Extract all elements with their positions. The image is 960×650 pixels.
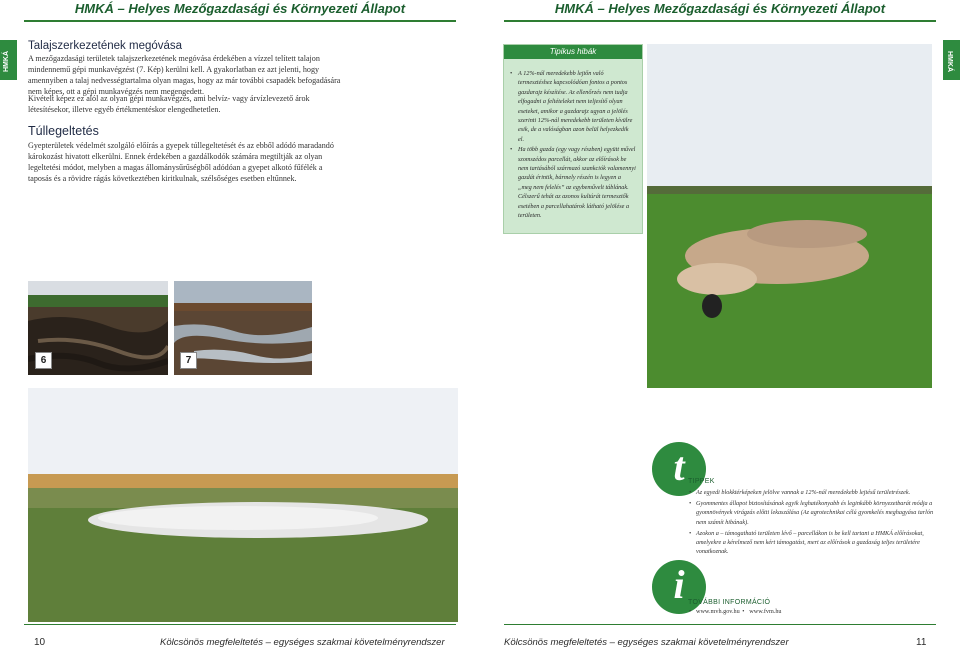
tip-item: • Az egyedi blokktérképeken jelölve vannak a 12%-nál meredekebb lejtésű területrészek. — [696, 488, 944, 497]
tip-item: • Azokon a – támogatható területen lévő – parcellákon is be kell tartani a HMKÁ előírásokat, amelyekre a kérelmező nem kért támogatást, mert az előírások a gazdaság teljes területére vonatkoznak. — [696, 529, 944, 557]
photo-sheep-flock-field — [28, 388, 458, 622]
right-page-number: 11 — [916, 637, 927, 648]
info-link[interactable]: • www.mvh.gov.hu — [696, 607, 740, 616]
left-page-number: 10 — [34, 637, 46, 648]
soil-paragraph-1: A mezőgazdasági területek talajszerkezetének megóvása érdekében a vízzel telített talajon mindennemű gépi munkavégzést (7. Kép) kerülni kell. A gyakorlatban ez azt jelenti, hogy amennyiben a talaj nedvességtartalma olyan magas, hogy az már további csapadék befogadására nem képes, ott a gépi munkavégzés nem megengedett. — [28, 54, 341, 96]
info-title: TOVÁBBI INFORMÁCIÓ — [688, 599, 771, 606]
right-header-rule — [504, 20, 936, 22]
left-footer-text: Kölcsönös megfeleltetés – egységes szakmai követelményrendszer — [160, 637, 445, 648]
typical-error-item: • Ha több gazda (egy vagy részben) együtt művel szomszédos parcellát, akkor az előírások be nem tartásából származó szankciók valamennyi gazdát érintik, bármely részén is legyen a „meg nem felelés” az egybeművelt táblának. Célszerű tehát az azonos kultúrát termesztők esetében a parcellahatárok látható jelölése a területen. — [518, 145, 636, 220]
typical-errors-box — [503, 44, 643, 234]
typical-error-item: • A 12%-nál meredekebb lejtőn való termesztéshez kapcsolódóan fontos a pontos gazdarajz készítése. Az ellenőrzés nem tudja elfogadni a feltételeket nem teljesítő olyan eseteket, amikor a gazdarajz ugyan a jelölés szerinti 12%-nál meredekebb területen kívülre esik, de a valóságban azon belül helyezkedik el. — [518, 69, 636, 144]
typical-errors-title: Tipikus hibák — [504, 45, 642, 59]
right-side-tab-label: HMKÁ — [946, 51, 953, 72]
right-page-header: HMKÁ – Helyes Mezőgazdasági és Környezeti Állapot — [554, 1, 886, 16]
tip-item: • Gyommentes állapot biztosításának egyik leghatékonyabb és leginkább környezetbarát módja a gyomnövények virágzás előtti lekaszálása (Az agrotechnikai célú gyomkelés meghagyása tarlón nem számít hibának). — [696, 499, 944, 527]
info-links — [688, 607, 936, 618]
left-header-rule — [24, 20, 456, 22]
overgrazing-paragraph: Gyepterületek védelmét szolgáló előírás a gyepek túllegeltetését és az ebből adódó maradandó károkozást hivatott elkerülni. Ennek érdekében a gazdálkodók számára megtiltják az olyan legeltetési módot, melyben a magas állománysűrűségből adódóan a gyepet alkotó fűfélék a taposás és a rövidre rágás következtében kiritkulnak, szélsőséges esetben eltűnnek. — [28, 141, 334, 183]
tips-title: TIPPEK — [688, 478, 715, 485]
left-page-header: HMKÁ – Helyes Mezőgazdasági és Környezeti Állapot — [74, 1, 406, 16]
photo-7-badge: 7 — [180, 352, 197, 369]
typical-errors-list — [504, 69, 642, 221]
section-title-soil: Talajszerkezetének megóvása — [28, 40, 183, 52]
info-link[interactable]: • www.fvm.hu — [749, 607, 781, 616]
left-side-tab-label: HMKÁ — [3, 51, 10, 72]
photo-sheep-pasture — [647, 44, 932, 388]
right-footer-text: Kölcsönös megfeleltetés – egységes szakmai követelményrendszer — [504, 637, 789, 648]
right-side-tab — [943, 40, 960, 80]
tips-list — [688, 488, 944, 558]
info-icon: i — [652, 560, 706, 614]
soil-paragraph-2: Kivételt képez ez alól az olyan gépi munkavégzés, ami belvíz- vagy árvízlevezető árok létesítésekor, illetve egyéb értékmentéskor elengedhetetlen. — [28, 94, 310, 114]
left-side-tab — [0, 40, 17, 80]
section-title-overgrazing: Túllegeltetés — [28, 124, 99, 138]
photo-6-badge: 6 — [35, 352, 52, 369]
left-footer-rule — [24, 624, 456, 625]
tips-icon: t — [652, 442, 706, 496]
right-footer-rule — [504, 624, 936, 625]
